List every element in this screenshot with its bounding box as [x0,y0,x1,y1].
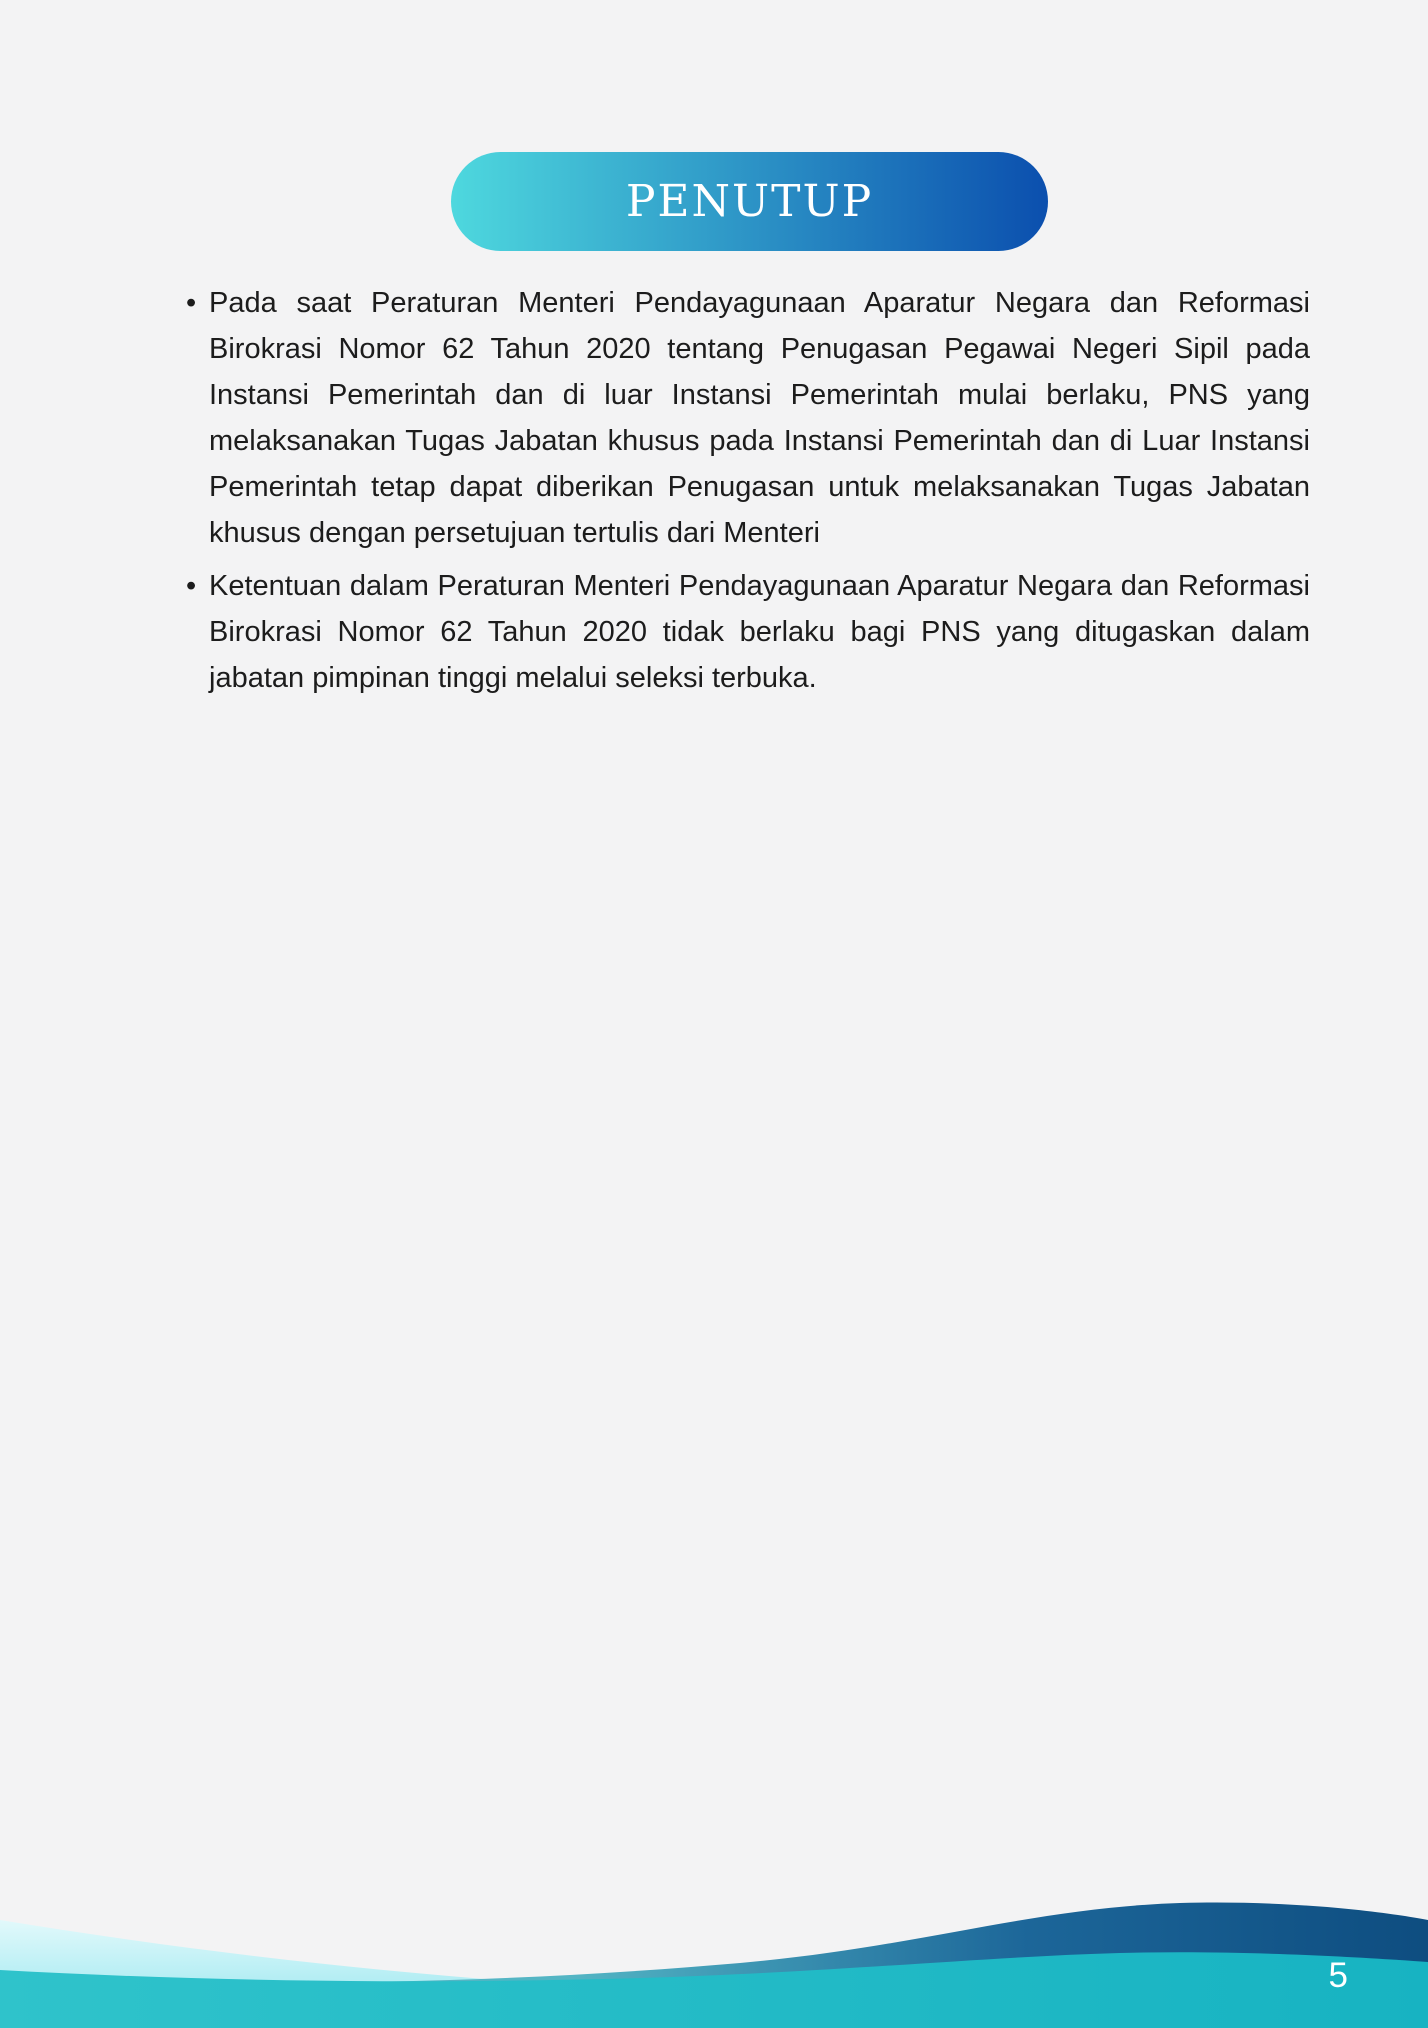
list-item: • Ketentuan dalam Peraturan Menteri Pendayagunaan Aparatur Negara dan Reformasi Birokrasi Nomor 62 Tahun 2020 tidak berlaku bagi PNS yang ditugaskan dalam jabatan pimpinan tinggi melalui seleksi terbuka. [186,563,1310,701]
bullet-list [186,280,1310,701]
footer-wave-graphic [0,1858,1428,2028]
section-title-pill [451,152,1048,251]
list-item: • Pada saat Peraturan Menteri Pendayagunaan Aparatur Negara dan Reformasi Birokrasi Nomor 62 Tahun 2020 tentang Penugasan Pegawai Negeri Sipil pada Instansi Pemerintah dan di luar Instansi Pemerintah mulai berlaku, PNS yang melaksanakan Tugas Jabatan khusus pada Instansi Pemerintah dan di Luar Instansi Pemerintah tetap dapat diberikan Penugasan untuk melaksanakan Tugas Jabatan khusus dengan persetujuan tertulis dari Menteri [186,280,1310,556]
page-number: 5 [1328,1956,1348,1995]
page-title: PENUTUP [625,176,874,227]
body-text-block [186,280,1310,701]
